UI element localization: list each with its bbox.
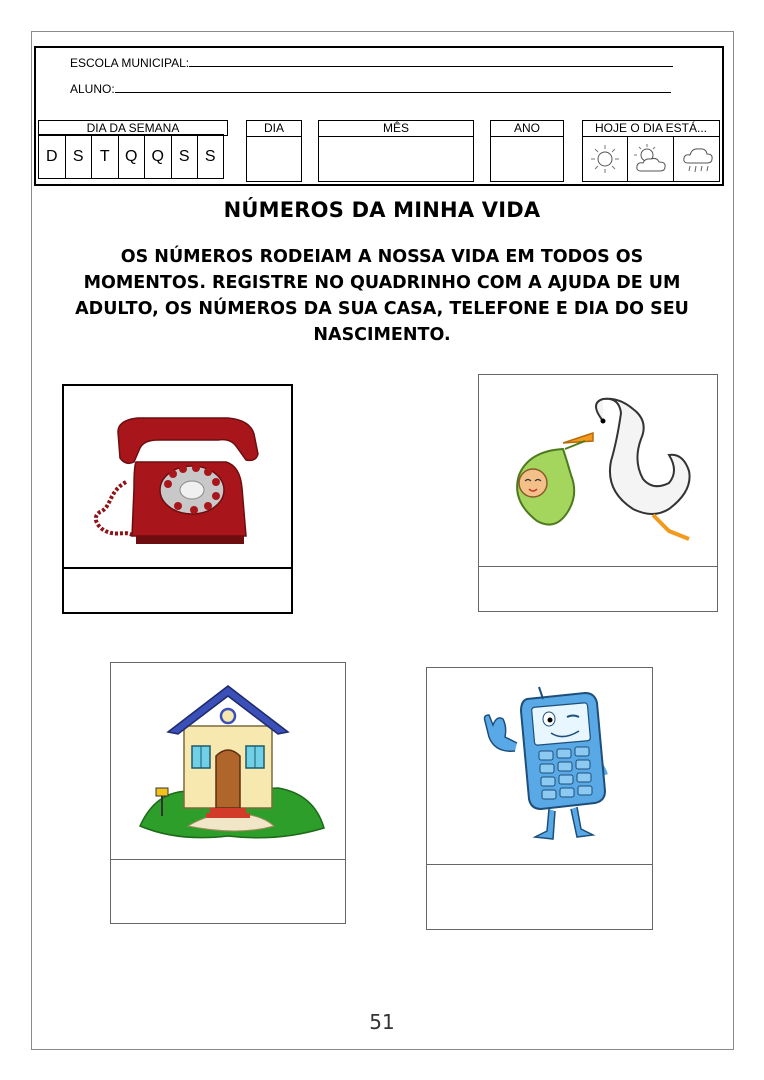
telephone-icon: [78, 402, 278, 552]
day-input[interactable]: [247, 137, 301, 181]
day-title: DIA: [247, 121, 301, 137]
weekday-q1[interactable]: Q: [118, 134, 145, 179]
year-title: ANO: [491, 121, 563, 137]
house-picture: [111, 663, 345, 860]
weekday-s1[interactable]: S: [65, 134, 92, 179]
house-card: [110, 662, 346, 924]
stork-picture: [479, 375, 717, 567]
weekday-s2[interactable]: S: [171, 134, 198, 179]
day-group: [246, 120, 302, 182]
year-group: [490, 120, 564, 182]
year-input[interactable]: [491, 137, 563, 181]
stork-with-baby-icon: [493, 391, 703, 551]
weather-title: HOJE O DIA ESTÁ...: [583, 121, 719, 137]
instructions-text: OS NÚMEROS RODEIAM A NOSSA VIDA EM TODOS OS MOMENTOS. REGISTRE NO QUADRINHO COM A AJUDA DE UM ADULTO, OS NÚMEROS DA SUA CASA, TELEFONE E DIA DO SEU NASCIMENTO.: [75, 247, 689, 345]
weekday-title: DIA DA SEMANA: [86, 121, 180, 135]
birthday-answer-box[interactable]: [479, 567, 717, 611]
school-line: [70, 56, 673, 70]
weekday-s3[interactable]: S: [197, 134, 224, 179]
student-input[interactable]: [115, 82, 671, 93]
telephone-answer-box[interactable]: [64, 569, 291, 612]
weather-sun-option[interactable]: [583, 137, 628, 181]
month-title: MÊS: [319, 121, 473, 137]
weekday-row: [38, 134, 224, 179]
weather-group: [582, 120, 720, 182]
page-number: 51: [369, 1010, 395, 1034]
house-answer-box[interactable]: [111, 860, 345, 923]
school-label: ESCOLA MUNICIPAL:: [70, 56, 190, 70]
cellphone-card: [426, 667, 653, 930]
weekday-d[interactable]: D: [38, 134, 65, 179]
weekday-q2[interactable]: Q: [144, 134, 171, 179]
weather-rain-option[interactable]: [674, 137, 721, 181]
weekday-t[interactable]: T: [91, 134, 118, 179]
sun-icon: [586, 143, 624, 175]
page-title: NÚMEROS DA MINHA VIDA: [223, 198, 541, 222]
weather-cloudy-option[interactable]: [628, 137, 674, 181]
birthday-card: [478, 374, 718, 612]
student-label: ALUNO:: [70, 82, 115, 96]
student-line: [70, 82, 671, 96]
cellphone-picture: [427, 668, 652, 865]
partly-cloudy-icon: [631, 143, 671, 175]
telephone-card: [62, 384, 293, 614]
header-box: [34, 46, 724, 186]
school-input[interactable]: [189, 56, 673, 67]
telephone-picture: [64, 386, 291, 569]
house-icon: [128, 676, 328, 846]
month-group: [318, 120, 474, 182]
rain-cloud-icon: [680, 143, 716, 175]
cellphone-icon: [455, 681, 625, 851]
month-input[interactable]: [319, 137, 473, 181]
cellphone-answer-box[interactable]: [427, 865, 652, 929]
